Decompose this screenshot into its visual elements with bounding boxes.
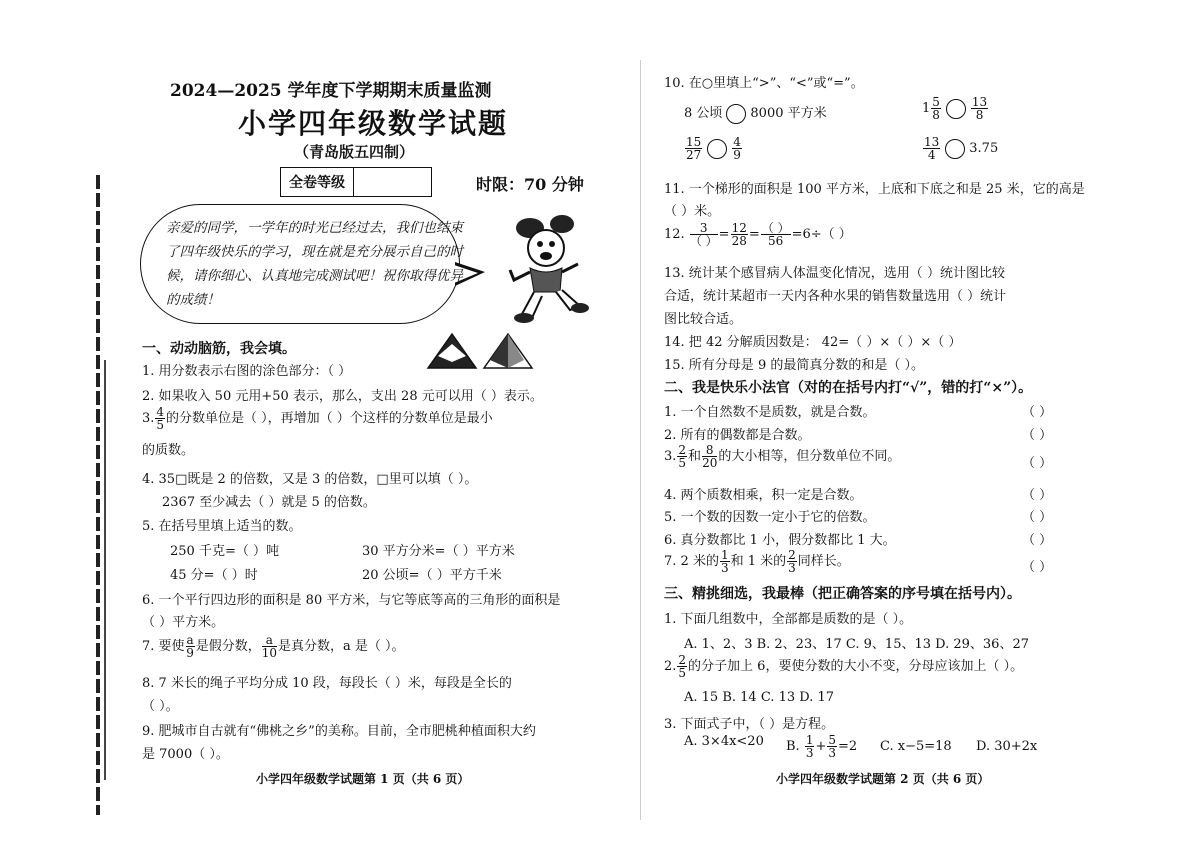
question-5: 5. 在括号里填上适当的数。 (142, 519, 302, 534)
answer-paren[interactable]: （ ） (1022, 405, 1053, 420)
question-5-item: 250 千克=（ ）吨 (170, 544, 279, 559)
question-11: 11. 一个梯形的面积是 100 平方米，上底和下底之和是 25 米，它的高是 (664, 182, 1085, 197)
question-11-cont: （ ）米。 (664, 204, 721, 219)
judge-1: 1. 一个自然数不是质数，就是合数。 (664, 405, 876, 420)
fraction: $\frac{13}{8}$ (971, 95, 988, 122)
compare-circle[interactable] (726, 104, 746, 124)
fraction: $\frac{15}{27}$ (686, 135, 702, 162)
compare-row-1b: 1 $\frac{5}{8}$ $\frac{13}{8}$ (922, 95, 988, 122)
compare-row-2b: $\frac{13}{4}$ 3.75 (924, 135, 999, 162)
choice-3-option-a: A. 3×4x<20 (684, 734, 764, 749)
question-7: 7. 要使 $\frac{a}{9}$ 是假分数， $\frac{a}{10}$ 是真分数，a 是（ ）。 (142, 633, 405, 660)
page-divider (640, 60, 641, 820)
binding-line-inner (104, 360, 106, 780)
fraction: $\frac{2}{3}$ (788, 548, 796, 575)
exam-title: 小学四年级数学试题 (238, 107, 509, 140)
choice-3-option-b: B. $\frac{1}{3}$ + $\frac{5}{3}$ =2 (786, 733, 858, 760)
question-3: 3. $\frac{4}{5}$ 的分数单位是（ ），再增加（ ）个这样的分数单位是最小 (142, 405, 493, 432)
fraction: $\frac{a}{9}$ (186, 633, 194, 660)
answer-paren[interactable]: （ ） (1022, 560, 1053, 575)
time-limit: 时限：70 分钟 (476, 175, 584, 194)
judge-4: 4. 两个质数相乘，积一定是合数。 (664, 488, 863, 503)
choice-3: 3. 下面式子中，（ ）是方程。 (664, 717, 835, 732)
fraction: $\frac{2}{5}$ (678, 443, 687, 470)
binding-line (96, 175, 100, 815)
shaded-triangles-figure (424, 332, 534, 370)
question-8: 8. 7 米长的绳子平均分成 10 段，每段长（ ）米，每段是全长的 (142, 676, 512, 691)
grade-field[interactable] (354, 168, 431, 196)
question-4-part2: 2367 至少减去（ ）就是 5 的倍数。 (162, 495, 376, 510)
grade-box (280, 167, 432, 197)
fraction: $\frac{a}{10}$ (261, 633, 277, 660)
section-1-heading: 一、动动脑筋，我会填。 (142, 341, 296, 357)
choice-1-options: A. 1、2、3 B. 2、23、17 C. 9、15、13 D. 29、36、27 (684, 637, 1029, 652)
question-3-cont: 的质数。 (142, 443, 195, 458)
question-10: 10. 在○里填上“>”、“<”或“=”。 (664, 76, 864, 91)
question-13: 13. 统计某个感冒病人体温变化情况，选用（ ）统计图比较 (664, 266, 1005, 281)
judge-6: 6. 真分数都比 1 小，假分数都比 1 大。 (664, 533, 896, 548)
compare-circle[interactable] (946, 99, 966, 119)
question-6: 6. 一个平行四边形的面积是 80 平方米，与它等底等高的三角形的面积是 (142, 593, 561, 608)
judge-2: 2. 所有的偶数都是合数。 (664, 428, 811, 443)
greeting-text: 亲爱的同学，一学年的时光已经过去，我们也结束了四年级快乐的学习，现在就是充分展示自己的时候，请你细心、认真地完成测试吧！祝你取得优异的成绩！ (166, 220, 463, 308)
grade-label: 全卷等级 (281, 168, 354, 196)
question-13-cont2: 图比较合适。 (664, 312, 743, 327)
judge-5: 5. 一个数的因数一定小于它的倍数。 (664, 510, 876, 525)
fraction: $\frac{13}{4}$ (924, 135, 940, 162)
question-6-cont: （ ）平方米。 (142, 615, 225, 630)
cartoon-mascot-icon (500, 210, 590, 325)
page-footer-right: 小学四年级数学试题第 2 页（共 6 页） (776, 772, 990, 786)
exam-subtitle: 2024—2025 学年度下学期期末质量监测 (170, 81, 492, 101)
section-3-heading: 三、精挑细选，我最棒（把正确答案的序号填在括号内）。 (664, 586, 1021, 602)
question-5-item: 20 公顷=（ ）平方千米 (362, 568, 502, 583)
question-9: 9. 肥城市自古就有“佛桃之乡”的美称。目前，全市肥桃种植面积大约 (142, 724, 536, 739)
judge-3: 3. $\frac{2}{5}$ 和 $\frac{8}{20}$ 的大小相等，但分数单位不同。 (664, 443, 901, 470)
fraction: $\frac{8}{20}$ (702, 443, 718, 470)
question-1: 1. 用分数表示右图的涂色部分：（ ） (142, 364, 352, 379)
compare-circle[interactable] (945, 139, 965, 159)
choice-3-option-c: C. x−5=18 (880, 739, 952, 754)
page-footer-left: 小学四年级数学试题第 1 页（共 6 页） (256, 772, 470, 786)
judge-7: 7. 2 米的 $\frac{1}{3}$ 和 1 米的 $\frac{2}{3}$ 同样长。 (664, 548, 850, 575)
answer-paren[interactable]: （ ） (1022, 510, 1053, 525)
fraction: $\frac{5}{3}$ (828, 733, 837, 760)
compare-row-2a (684, 136, 743, 161)
answer-paren[interactable]: （ ） (1022, 488, 1053, 503)
answer-paren[interactable]: （ ） (1022, 533, 1053, 548)
choice-1: 1. 下面几组数中，全部都是质数的是（ ）。 (664, 612, 913, 627)
question-8-cont: （ ）。 (142, 699, 179, 714)
question-4: 4. 35□既是 2 的倍数，又是 3 的倍数，□里可以填（ ）。 (142, 472, 478, 487)
question-9-cont: 是 7000（ ）。 (142, 747, 229, 762)
answer-paren[interactable]: （ ） (1022, 428, 1053, 443)
question-5-item: 45 分=（ ）时 (170, 568, 258, 583)
question-15: 15. 所有分母是 9 的最简真分数的和是（ ）。 (664, 358, 924, 373)
fraction: $\frac{3}{( )}$ (689, 221, 718, 248)
fraction: $\frac{4}{9}$ (733, 135, 741, 162)
question-12: 12. $\frac{3}{( )}$ = $\frac{12}{28}$ = $\frac{( )}{56}$ =6÷（ ） (664, 221, 852, 248)
fraction: $\frac{5}{8}$ (932, 95, 940, 122)
question-14: 14. 把 42 分解质因数是： 42=（ ）×（ ）×（ ） (664, 335, 962, 350)
question-13-cont: 合适，统计某超市一天内各种水果的销售数量选用（ ）统计 (664, 289, 1007, 304)
fraction: $\frac{( )}{56}$ (761, 221, 790, 248)
fraction: $\frac{12}{28}$ (731, 221, 747, 248)
choice-2: 2. $\frac{2}{5}$ 的分子加上 6，要使分数的大小不变，分母应该加上（ ）。 (664, 653, 1024, 680)
fraction: $\frac{1}{3}$ (720, 548, 729, 575)
section-2-heading: 二、我是快乐小法官（对的在括号内打“√”，错的打“×”）。 (664, 380, 1033, 396)
fraction: $\frac{1}{3}$ (805, 733, 814, 760)
choice-2-options: A. 15 B. 14 C. 13 D. 17 (684, 690, 835, 705)
question-2: 2. 如果收入 50 元用+50 表示，那么，支出 28 元可以用（ ）表示。 (142, 389, 543, 404)
fraction: $\frac{2}{5}$ (678, 653, 687, 680)
compare-circle[interactable] (707, 139, 727, 159)
fraction: $\frac{4}{5}$ (156, 405, 165, 432)
exam-edition: （青岛版五四制） (294, 143, 415, 161)
answer-paren[interactable]: （ ） (1022, 456, 1053, 471)
question-5-item: 30 平方分米=（ ）平方米 (362, 544, 515, 559)
compare-row-1a: 8 公顷 8000 平方米 (684, 102, 827, 124)
choice-3-option-d: D. 30+2x (976, 739, 1038, 754)
